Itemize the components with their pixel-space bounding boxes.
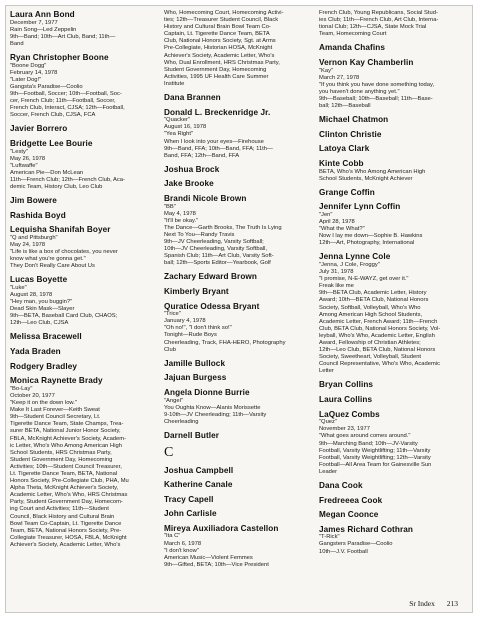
entry-detail-line: leyball, Who's Who, Academic Letter, English [319, 332, 435, 339]
entry-detail-line: The Dance—Garth Brooks, The Truth Is Lying [164, 224, 282, 231]
entry-detail-line: Now I lay me down—Sophie B. Hawkins [319, 233, 423, 240]
student-name: Kinte Cobb [319, 158, 364, 168]
student-name: Melissa Bracewell [10, 332, 82, 342]
student-name: Michael Chatmon [319, 115, 389, 125]
entry-detail-line: 9th—Band; 10th—Art Club, Band; 11th— [10, 33, 116, 40]
entry-detail-line: "If you think you have done something today, [319, 81, 435, 88]
student-entry [319, 525, 471, 556]
entry-detail-line: Institute [164, 80, 185, 87]
entry-detail-line: "I don't know" [164, 547, 199, 554]
entry-detail-line: Bowl Team Co-Captain, Lt. Tigerette Dance [10, 520, 122, 527]
student-entry [10, 53, 162, 119]
entry-detail-line: Football, Varsity Weightlifting; 12th—Varsity [319, 454, 431, 461]
entry-detail-line: ing Court and Activities; 11th—Student [10, 506, 109, 513]
student-entry [319, 144, 471, 154]
entry-detail-line: ic Letter, Who's Who Among American High [10, 442, 122, 449]
student-name: Javier Borrero [10, 124, 68, 134]
entry-detail-line: 9th—JV Cheerleading, Varsity Softball; [164, 239, 264, 246]
entry-detail-line: Football—All Area Team for Gainesville Sun [319, 461, 432, 468]
entry-detail-line: French Club, Interact, CJSA; 12th—Football, [10, 105, 125, 112]
entry-detail-line: August 16, 1978 [164, 124, 207, 131]
student-entry [319, 130, 471, 140]
entry-detail-line: February 14, 1978 [10, 69, 58, 76]
entry-detail-line: October 20, 1977 [10, 392, 55, 399]
entry-detail-line: November 23, 1977 [319, 426, 370, 433]
student-entry [164, 524, 316, 569]
student-name: James Richard Cothran [319, 524, 414, 534]
student-name: Monica Raynette Brady [10, 376, 103, 386]
entry-detail-line: surer BETA, National Junior Honor Society, [10, 428, 121, 435]
entry-detail-line: Make It Last Forever—Keith Sweat [10, 407, 100, 414]
entry-detail-line: you haven't done anything yet." [319, 88, 400, 95]
student-entry [319, 481, 471, 491]
student-entry [319, 58, 471, 110]
entry-detail-line: 9th—Gifted, BETA; 10th—Vice President [164, 561, 269, 568]
entry-detail-line: Who, Dual Enrollment, HRS Christmas Party, [164, 59, 280, 66]
student-name: Rashida Boyd [10, 210, 66, 220]
entry-detail-line: "Bo-Lay" [10, 385, 33, 392]
entry-detail-line: Dead Skin Mask—Slayer [10, 306, 75, 313]
student-name: Tracy Capell [164, 494, 214, 504]
entry-detail-line: French Club, Young Republicans, Social Stud- [319, 10, 438, 16]
entry-detail-line: 9th—Marching Band; 10th—JV-Varsity [319, 440, 418, 447]
entry-detail-line: Achiever's Society, Academic Letter, Who's [164, 52, 275, 59]
entry-detail-line: "Quacker" [164, 117, 191, 124]
student-entry [319, 380, 471, 390]
student-entry [319, 10, 471, 38]
entry-detail-line: 9th—Band, FFA; 10th—Band, FFA; 11th— [164, 145, 273, 152]
entry-detail-line: School Students, McKnight Achiever [319, 175, 413, 182]
entry-detail-line: "Trice" [164, 311, 181, 318]
student-name: Lucas Boyette [10, 275, 68, 285]
entry-detail-line: August 28, 1978 [10, 292, 53, 298]
entry-detail-line: 9th—BETA Club, Academic Letter, History [319, 290, 427, 297]
entry-detail-line: Who, Homecoming Court, Homecoming Activi- [164, 10, 284, 16]
entry-detail-line: Collegiate Treasurer, HOSA, FBLA, McKnight [10, 534, 127, 541]
student-entry [164, 165, 316, 175]
page-footer [399, 599, 458, 608]
entry-detail-line: 9-10th—JV Cheerleading; 11th—Varsity [164, 411, 267, 418]
student-entry [319, 496, 471, 506]
entry-detail-line: "T-Rick" [319, 534, 340, 541]
entry-detail-line: BETA, Who's Who Among American High [319, 168, 426, 175]
entry-detail-line: Lt. Tigerette Dance Team, BETA, National [10, 470, 118, 477]
student-entry [319, 510, 471, 520]
entry-detail-line: "Life is like a box of chocolates, you never [10, 249, 118, 256]
entry-detail-line: "Quez" [319, 419, 337, 426]
student-entry [319, 410, 471, 476]
entry-detail-line: Activities; 10th—Student Council Treasurer, [10, 463, 122, 470]
entry-detail-line: 9th—BETA, Baseball Card Club, CHAOS; [10, 313, 118, 320]
student-name: Megan Coonce [319, 510, 379, 520]
entry-detail-line: Next To You—Randy Travis [164, 231, 235, 238]
student-entry [10, 362, 162, 372]
entry-detail-line: ball; 12th—Baseball [319, 103, 371, 110]
entry-detail-line: "Jen" [319, 211, 333, 218]
student-entry [10, 376, 162, 549]
student-entry [319, 188, 471, 198]
entry-detail-line: "Lesty" [10, 148, 28, 155]
entry-detail-line: Student Government Day, Homecoming [164, 66, 267, 73]
student-name: Amanda Chafins [319, 43, 386, 53]
student-entry [164, 480, 316, 490]
entry-detail-line: American Pie—Don McLean [10, 169, 84, 176]
student-entry [319, 252, 471, 375]
student-name: Laura Collins [319, 395, 373, 405]
entry-detail-line: You Oughta Know—Alanis Morissette [164, 404, 261, 411]
entry-detail-line: Rain Song—Led Zeppelin [10, 26, 77, 33]
entry-detail-line: Captain, Lt. Tigerette Dance Team, BETA [164, 31, 270, 38]
entry-detail-line: Student Government Day, Homecoming [10, 456, 113, 463]
entry-detail-line: 9th—Football, Soccer; 10th—Football, Soc- [10, 90, 122, 97]
section-letter: C [164, 444, 174, 460]
student-entry [164, 194, 316, 267]
entry-detail-line: "Later Dog!" [10, 76, 42, 83]
student-name: Fredreeea Cook [319, 495, 383, 505]
entry-detail-line: They Don't Really Care About Us [10, 263, 95, 270]
entry-detail-line: "Yea Right" [164, 131, 194, 138]
entry-detail-line: Pre-Collegiate, Historian HOSA, McKnight [164, 45, 273, 52]
entry-detail-line: April 28, 1978 [319, 218, 355, 225]
student-name: Dana Cook [319, 480, 363, 490]
student-name: Donald L. Breckenridge Jr. [164, 107, 271, 117]
student-name: Lequisha Shanifah Boyer [10, 225, 111, 235]
entry-detail-line: Council Representative, Who's Who, Academic [319, 361, 440, 368]
entry-detail-line: Cheerleading [164, 418, 199, 425]
student-entry [10, 139, 162, 191]
entry-detail-line: Tigerette Dance Team, State Champs, Trea- [10, 421, 124, 428]
entry-detail-line: know what you're gonna get." [10, 256, 86, 263]
footer-section-label: Sr Index [409, 599, 435, 608]
entry-detail-line: 12th—Leo Club, CJSA [10, 320, 69, 327]
student-name: Laura Ann Bond [10, 10, 75, 19]
entry-detail-line: May 24, 1978 [10, 241, 46, 248]
index-column-3 [319, 10, 471, 558]
student-entry [164, 495, 316, 505]
student-name: Jenna Lynne Cole [319, 252, 391, 262]
student-name: Bridgette Lee Bourie [10, 138, 93, 148]
student-entry [10, 332, 162, 342]
entry-detail-line: Club, BETA Club, National Honors Society, Vol- [319, 325, 441, 332]
student-name: Brandi Nicole Brown [164, 193, 247, 203]
entry-detail-line: tional Club; 12th—CJSA, State Mock Trial [319, 24, 427, 31]
student-name: Joshua Campbell [164, 465, 234, 475]
student-name: Jake Brooke [164, 179, 214, 189]
entry-detail-line: January 4, 1978 [164, 318, 206, 325]
student-entry [164, 10, 316, 88]
entry-detail-line: "What the What?" [319, 226, 365, 233]
entry-detail-line: Academic Letter, French Award; 11th—French [319, 318, 438, 325]
student-name: Katherine Canale [164, 480, 233, 490]
entry-detail-line: March 6, 1978 [164, 540, 202, 547]
student-entry [319, 115, 471, 125]
entry-detail-line: "What goes around comes around." [319, 433, 411, 440]
student-name: John Carlisle [164, 509, 217, 519]
entry-detail-line: "Boone Dogg" [10, 62, 47, 69]
entry-detail-line: "BB" [164, 203, 176, 210]
student-name: Jamille Bullock [164, 358, 226, 368]
entry-detail-line: Alpha Theta, McKnight Achiever's Society, [10, 485, 119, 492]
entry-detail-line: "Kay" [319, 67, 334, 74]
student-entry [164, 509, 316, 519]
yearbook-page [5, 5, 473, 613]
student-entry [319, 202, 471, 247]
entry-detail-line: 9th—Student Council Secretary, Lt. [10, 414, 101, 421]
student-name: Mireya Auxiliadora Castellon [164, 523, 279, 533]
student-name: Yada Braden [10, 347, 61, 357]
entry-detail-line: Tonight—Rude Boys [164, 332, 217, 339]
entry-detail-line: Club [164, 346, 176, 353]
student-name: Bryan Collins [319, 380, 374, 390]
page-number: 213 [446, 599, 458, 608]
entry-detail-line: "Jenna, J Cole, Froggy" [319, 261, 380, 268]
entry-detail-line: 9th—Baseball; 10th—Baseball; 11th—Base- [319, 95, 433, 102]
student-entry [164, 287, 316, 297]
entry-detail-line: ball; 12th—Sports Editor—Yearbook, Golf [164, 260, 271, 267]
student-entry [319, 395, 471, 405]
entry-detail-line: "Ita C" [164, 533, 181, 540]
entry-detail-line: Activities, 1995 UF Health Care Summer [164, 73, 269, 80]
entry-detail-line: ties; 12th—Treasurer Student Council, Black [164, 17, 279, 24]
entry-detail-line: Gangsta's Paradise—Coolio [10, 83, 83, 90]
entry-detail-line: School Students, HRS Christmas Party, [10, 449, 112, 456]
student-entry [10, 10, 162, 48]
entry-detail-line: "I promise, N-E-WAYZ, get over it." [319, 276, 409, 283]
entry-detail-line: Award; 10th—BETA Club, National Honors [319, 297, 429, 304]
entry-detail-line: Honors Society, Pre-Collegiate Club, PHA, Mu [10, 478, 129, 485]
student-name: Joshua Brock [164, 164, 220, 174]
entry-detail-line: "Hey man, you buggin?" [10, 299, 73, 306]
student-name: Darnell Butler [164, 430, 220, 440]
entry-detail-line: Football, Varsity Weightlifting; 11th—Varsity [319, 447, 431, 454]
student-entry [164, 272, 316, 282]
entry-detail-line: December 7, 1977 [10, 19, 58, 26]
entry-detail-line: Society, Sweetheart, Volleyball, Student [319, 354, 422, 361]
student-name: Clinton Christie [319, 129, 382, 139]
student-entry [164, 373, 316, 383]
index-column-1 [10, 10, 162, 551]
entry-detail-line: Soccer, French Club, CJSA, FCA [10, 112, 96, 119]
entry-detail-line: demic Team, History Club, Leo Club [10, 183, 103, 190]
entry-detail-line: Team, Homecoming Court [319, 31, 387, 38]
entry-detail-line: 10th—JV Cheerleading, Varsity Softball, [164, 246, 268, 253]
student-entry [10, 124, 162, 134]
entry-detail-line: Party, Student Government Day, Homecom- [10, 499, 123, 506]
entry-detail-line: 11th—French Club; 12th—French Club, Aca- [10, 176, 125, 183]
student-entry [10, 196, 162, 206]
student-name: Zachary Edward Brown [164, 272, 257, 282]
entry-detail-line: "Luke" [10, 284, 27, 291]
student-name: Jajuan Burgess [164, 373, 227, 383]
entry-detail-line: Band [10, 40, 24, 47]
entry-detail-line: "Q and Pittsburgh" [10, 234, 58, 241]
student-entry [164, 431, 316, 441]
entry-detail-line: Spanish Club; 11th—Art Club, Varsity Soft- [164, 253, 274, 260]
student-entry [10, 211, 162, 221]
student-name: Ryan Christopher Boone [10, 52, 109, 62]
entry-detail-line: "Luftwaffe" [10, 162, 38, 169]
entry-detail-line: Gangsters Paradise—Coolio [319, 541, 393, 548]
student-entry [10, 347, 162, 357]
entry-detail-line: Academic Letter, Who's Who, HRS Christmas [10, 492, 128, 499]
entry-detail-line: "It'll be okay." [164, 217, 199, 224]
student-entry [10, 225, 162, 270]
entry-detail-line: ies Club; 11th—French Club, Art Club, Interna- [319, 17, 439, 24]
student-name: Latoya Clark [319, 144, 370, 154]
entry-detail-line: Cheerleading, Track, FHA-HERO, Photography [164, 339, 286, 346]
student-name: Jennifer Lynn Coffin [319, 202, 401, 212]
entry-detail-line: "Oh no!", "I don't think so!" [164, 325, 232, 332]
student-entry [164, 179, 316, 189]
student-entry [164, 388, 316, 426]
entry-detail-line: Club, National Honors Society, Sgt. at Arms [164, 38, 276, 45]
student-entry [319, 43, 471, 53]
entry-detail-line: Band, FFA; 12th—Band, FFA [164, 152, 240, 159]
entry-detail-line: "Angel" [164, 397, 183, 404]
student-entry [164, 359, 316, 369]
index-column-2 [164, 10, 316, 571]
student-name: Jim Bowere [10, 196, 57, 206]
entry-detail-line: Council, Black History and Cultural Brain [10, 513, 115, 520]
entry-detail-line: March 27, 1978 [319, 74, 360, 81]
student-entry [319, 159, 471, 183]
student-name: LaQuez Combs [319, 409, 380, 419]
entry-detail-line: Freak like me [319, 283, 354, 290]
entry-detail-line: When I look into your eyes—Firehouse [164, 138, 264, 145]
entry-detail-line: Team, BETA, National Honors Society, Pre- [10, 527, 122, 534]
entry-detail-line: Award, Fellowship of Christian Athletes; [319, 339, 421, 346]
entry-detail-line: 12th—Leo Club, BETA Club, National Honors [319, 347, 436, 354]
student-name: Kimberly Bryant [164, 287, 229, 296]
student-entry [164, 466, 316, 476]
student-entry [164, 302, 316, 354]
student-name: Angela Dionne Burrie [164, 387, 250, 397]
entry-detail-line: July 31, 1978 [319, 269, 354, 276]
entry-detail-line: Leader [319, 468, 338, 475]
student-name: Dana Brannen [164, 93, 221, 103]
entry-detail-line: Society, Softball, Volleyball, Who's Who [319, 304, 421, 311]
entry-detail-line: American Music—Violent Femmes [164, 554, 253, 561]
student-entry [164, 108, 316, 160]
entry-detail-line: May 4, 1978 [164, 210, 196, 217]
entry-detail-line: 10th—J.V. Football [319, 548, 368, 555]
student-name: Grange Coffin [319, 187, 375, 197]
entry-detail-line: cer, French Club; 11th—Football, Soccer, [10, 98, 116, 105]
entry-detail-line: History and Cultural Brain Bowl Team Co- [164, 24, 271, 31]
entry-detail-line: Achiever's Society, Academic Letter, Who's [10, 541, 121, 548]
entry-detail-line: Letter [319, 368, 334, 375]
student-entry [10, 275, 162, 327]
entry-detail-line: Among American High School Students, [319, 311, 423, 318]
entry-detail-line: 12th—Art, Photography, International [319, 240, 415, 247]
student-name: Quratice Odessa Bryant [164, 301, 260, 311]
entry-detail-line: FBLA, McKnight Achiever's Society, Academ- [10, 435, 127, 442]
entry-detail-line: May 26, 1978 [10, 155, 46, 162]
student-entry [164, 93, 316, 103]
student-name: Vernon Kay Chamberlin [319, 57, 414, 67]
student-name: Rodgery Bradley [10, 361, 78, 371]
entry-detail-line: "Keep it on the down low." [10, 400, 77, 407]
